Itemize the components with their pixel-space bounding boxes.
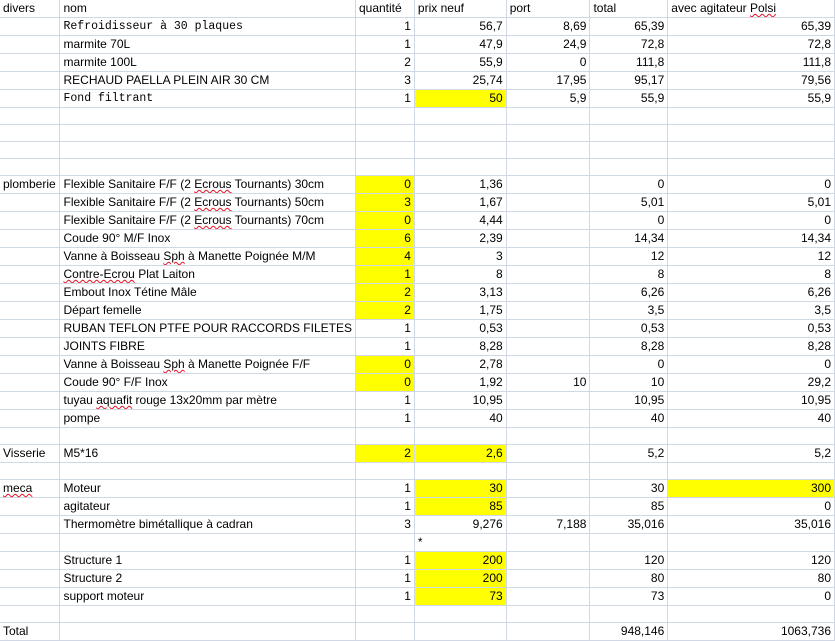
cell-name[interactable]: RUBAN TEFLON PTFE POUR RACCORDS FILETES (60, 320, 356, 338)
table-row (0, 248, 835, 266)
cell-name[interactable]: marmite 70L (60, 36, 356, 54)
cell-new-price[interactable]: 30 (414, 480, 506, 498)
header-cell-with-agitator[interactable]: avec agitateur Polsi (668, 0, 835, 18)
cell-total[interactable] (590, 534, 668, 552)
cell-shipping[interactable] (506, 266, 590, 284)
cell-with-agitator[interactable] (668, 125, 835, 142)
cell-total[interactable]: 95,17 (590, 72, 668, 90)
cell-new-price[interactable] (414, 125, 506, 142)
cell-quantity[interactable]: 3 (355, 194, 414, 212)
cell-category[interactable] (0, 428, 60, 445)
cell-total[interactable]: 8,28 (590, 338, 668, 356)
cell-total[interactable]: 80 (590, 570, 668, 588)
cell-name[interactable]: Flexible Sanitaire F/F (2 Ecrous Tournants) 30cm (60, 176, 356, 194)
cell-with-agitator[interactable]: 300 (668, 480, 835, 498)
spellcheck-underline: Contre-Ecrou (63, 267, 135, 281)
table-row (0, 266, 835, 284)
cell-with-agitator[interactable]: 80 (668, 570, 835, 588)
cell-with-agitator[interactable]: 0 (668, 588, 835, 606)
cell-quantity[interactable]: 1 (355, 588, 414, 606)
cell-total[interactable] (590, 428, 668, 445)
cell-category[interactable] (0, 18, 60, 36)
cell-total[interactable]: 0,53 (590, 320, 668, 338)
cell-name[interactable]: Vanne à Boisseau Sph à Manette Poignée F/F (60, 356, 356, 374)
cell-new-price[interactable]: 50 (414, 90, 506, 108)
cell-total[interactable]: 3,5 (590, 302, 668, 320)
cell-category[interactable] (0, 480, 60, 498)
cell-quantity[interactable]: 2 (355, 284, 414, 302)
cell-category[interactable] (0, 392, 60, 410)
cell-shipping[interactable]: 24,9 (506, 36, 590, 54)
cell-category[interactable] (0, 498, 60, 516)
empty-row (0, 428, 835, 445)
spellcheck-underline: Polsi (750, 1, 777, 15)
table-row (0, 588, 835, 606)
table-row (0, 18, 835, 36)
cell-category[interactable] (0, 606, 60, 623)
cell-category[interactable] (0, 142, 60, 159)
table-row (0, 534, 835, 552)
header-cell-name[interactable]: nom (60, 0, 356, 18)
cell-quantity[interactable]: 0 (355, 356, 414, 374)
cell-category[interactable] (0, 338, 60, 356)
cell-total[interactable]: 73 (590, 588, 668, 606)
cell-name[interactable]: Flexible Sanitaire F/F (2 Ecrous Tournants) 70cm (60, 212, 356, 230)
cell-shipping[interactable] (506, 125, 590, 142)
header-cell-shipping[interactable]: port (506, 0, 590, 18)
header-cell-new-price[interactable]: prix neuf (414, 0, 506, 18)
cell-category[interactable] (0, 108, 60, 125)
cell-with-agitator[interactable]: 79,56 (668, 72, 835, 90)
table-row (0, 516, 835, 534)
cell-category[interactable] (0, 266, 60, 284)
table-row (0, 320, 835, 338)
cell-new-price[interactable]: 55,9 (414, 54, 506, 72)
table-row (0, 194, 835, 212)
cell-with-agitator[interactable]: 3,5 (668, 302, 835, 320)
cell-new-price[interactable]: 47,9 (414, 36, 506, 54)
cell-shipping[interactable] (506, 552, 590, 570)
cell-with-agitator[interactable]: 0,53 (668, 320, 835, 338)
cell-shipping[interactable]: 10 (506, 374, 590, 392)
spellcheck-underline: Sph (163, 357, 185, 371)
cell-with-agitator[interactable]: 5,2 (668, 445, 835, 463)
cell-new-price[interactable]: 3 (414, 248, 506, 266)
cell-new-price[interactable]: 56,7 (414, 18, 506, 36)
cell-name[interactable]: Structure 1 (60, 552, 356, 570)
cell-shipping[interactable] (506, 356, 590, 374)
cell-new-price[interactable]: 0,53 (414, 320, 506, 338)
cell-name[interactable]: Fond filtrant (60, 90, 356, 108)
table-row (0, 356, 835, 374)
cell-new-price[interactable]: 1,92 (414, 374, 506, 392)
cell-category[interactable] (0, 36, 60, 54)
cell-category[interactable] (0, 72, 60, 90)
cell-name[interactable]: Vanne à Boisseau Sph à Manette Poignée M/M (60, 248, 356, 266)
cell-shipping[interactable] (506, 212, 590, 230)
cell-total[interactable]: 0 (590, 212, 668, 230)
cell-name[interactable] (60, 142, 356, 159)
cell-total[interactable]: 85 (590, 498, 668, 516)
table-row (0, 72, 835, 90)
cell-category[interactable] (0, 516, 60, 534)
cell-shipping[interactable] (506, 302, 590, 320)
cell-name[interactable]: JOINTS FIBRE (60, 338, 356, 356)
table-row (0, 570, 835, 588)
cell-name[interactable]: M5*16 (60, 445, 356, 463)
cell-category[interactable] (0, 248, 60, 266)
cell-total[interactable]: 10,95 (590, 392, 668, 410)
cell-total[interactable]: 948,146 (590, 623, 668, 641)
cell-total[interactable]: 10 (590, 374, 668, 392)
cell-total[interactable]: 0 (590, 176, 668, 194)
cell-category[interactable] (0, 159, 60, 176)
cell-quantity[interactable]: 2 (355, 445, 414, 463)
cell-shipping[interactable]: 5,9 (506, 90, 590, 108)
cell-name[interactable]: support moteur (60, 588, 356, 606)
cell-name[interactable]: Moteur (60, 480, 356, 498)
cell-name[interactable] (60, 108, 356, 125)
table-row (0, 552, 835, 570)
cell-quantity[interactable]: 1 (355, 90, 414, 108)
cell-shipping[interactable]: 8,69 (506, 18, 590, 36)
spellcheck-underline: Ecrous (194, 195, 232, 209)
table-row (0, 445, 835, 463)
cell-with-agitator[interactable]: 0 (668, 498, 835, 516)
cell-quantity[interactable]: 1 (355, 338, 414, 356)
cell-total[interactable] (590, 606, 668, 623)
cell-new-price[interactable]: 25,74 (414, 72, 506, 90)
cell-with-agitator[interactable] (668, 159, 835, 176)
cell-category[interactable]: Visserie (0, 445, 60, 463)
cell-quantity[interactable]: 2 (355, 54, 414, 72)
cell-name[interactable] (60, 159, 356, 176)
cell-new-price[interactable]: 2,78 (414, 356, 506, 374)
cell-with-agitator[interactable] (668, 463, 835, 480)
cell-total[interactable]: 65,39 (590, 18, 668, 36)
cell-name[interactable]: Refroidisseur à 30 plaques (60, 18, 356, 36)
cell-name[interactable]: RECHAUD PAELLA PLEIN AIR 30 CM (60, 72, 356, 90)
header-cell-quantity[interactable]: quantité (355, 0, 414, 18)
cell-quantity[interactable]: 0 (355, 374, 414, 392)
cell-quantity[interactable]: 1 (355, 18, 414, 36)
cell-quantity[interactable] (355, 463, 414, 480)
cell-category[interactable] (0, 463, 60, 480)
cell-quantity[interactable] (355, 142, 414, 159)
cell-quantity[interactable]: 1 (355, 570, 414, 588)
cell-new-price[interactable] (414, 142, 506, 159)
cell-shipping[interactable] (506, 392, 590, 410)
cell-total[interactable] (590, 108, 668, 125)
cell-category[interactable] (0, 356, 60, 374)
cell-category[interactable] (0, 194, 60, 212)
cell-name[interactable]: marmite 100L (60, 54, 356, 72)
cell-new-price[interactable]: 2,39 (414, 230, 506, 248)
cell-with-agitator[interactable]: 55,9 (668, 90, 835, 108)
cell-new-price[interactable]: 1,75 (414, 302, 506, 320)
cell-quantity[interactable] (355, 159, 414, 176)
cell-new-price[interactable]: 10,95 (414, 392, 506, 410)
cell-shipping[interactable] (506, 570, 590, 588)
cell-quantity[interactable]: 0 (355, 212, 414, 230)
cell-name[interactable]: Coude 90° M/F Inox (60, 230, 356, 248)
cell-new-price[interactable]: 8,28 (414, 338, 506, 356)
cell-category[interactable]: Total (0, 623, 60, 641)
header-cell-category[interactable]: divers (0, 0, 60, 18)
table-row (0, 230, 835, 248)
cell-category[interactable] (0, 302, 60, 320)
spellcheck-underline: Sph (163, 249, 185, 263)
cell-total[interactable] (590, 125, 668, 142)
cell-name[interactable] (60, 125, 356, 142)
cell-with-agitator[interactable]: 72,8 (668, 36, 835, 54)
cell-quantity[interactable]: 0 (355, 176, 414, 194)
cell-shipping[interactable] (506, 230, 590, 248)
table-row (0, 90, 835, 108)
cell-new-price[interactable] (414, 108, 506, 125)
cell-shipping[interactable] (506, 606, 590, 623)
cell-quantity[interactable]: 2 (355, 302, 414, 320)
cell-new-price[interactable]: 85 (414, 498, 506, 516)
cell-with-agitator[interactable]: 29,2 (668, 374, 835, 392)
cell-with-agitator[interactable]: 35,016 (668, 516, 835, 534)
empty-row (0, 606, 835, 623)
cell-total[interactable]: 12 (590, 248, 668, 266)
cell-new-price[interactable] (414, 159, 506, 176)
cell-new-price[interactable]: 200 (414, 552, 506, 570)
cell-quantity[interactable]: 1 (355, 36, 414, 54)
cell-quantity[interactable]: 6 (355, 230, 414, 248)
table-row (0, 54, 835, 72)
cell-shipping[interactable] (506, 428, 590, 445)
cell-category[interactable] (0, 212, 60, 230)
cell-name[interactable]: Thermomètre bimétallique à cadran (60, 516, 356, 534)
empty-row (0, 463, 835, 480)
cell-shipping[interactable] (506, 176, 590, 194)
cell-shipping[interactable] (506, 480, 590, 498)
cell-category[interactable]: plomberie (0, 176, 60, 194)
table-row (0, 498, 835, 516)
cell-quantity[interactable]: 4 (355, 248, 414, 266)
cell-category[interactable] (0, 410, 60, 428)
cell-new-price[interactable]: 40 (414, 410, 506, 428)
spellcheck-underline: Ecrous (194, 177, 232, 191)
cell-name[interactable]: Contre-Ecrou Plat Laiton (60, 266, 356, 284)
cell-new-price[interactable]: 1,36 (414, 176, 506, 194)
table-row (0, 36, 835, 54)
empty-row (0, 159, 835, 176)
cell-total[interactable]: 5,2 (590, 445, 668, 463)
cell-new-price[interactable]: 2,6 (414, 445, 506, 463)
cell-quantity[interactable]: 3 (355, 516, 414, 534)
cell-shipping[interactable] (506, 498, 590, 516)
cell-name[interactable]: tuyau aquafit rouge 13x20mm par mètre (60, 392, 356, 410)
cell-new-price[interactable]: 200 (414, 570, 506, 588)
table-row (0, 176, 835, 194)
cell-shipping[interactable] (506, 159, 590, 176)
cell-new-price[interactable]: 3,13 (414, 284, 506, 302)
cell-quantity[interactable]: 1 (355, 320, 414, 338)
cell-shipping[interactable] (506, 445, 590, 463)
cell-shipping[interactable]: 0 (506, 54, 590, 72)
cell-total[interactable]: 72,8 (590, 36, 668, 54)
cell-quantity[interactable]: 1 (355, 498, 414, 516)
table-row (0, 302, 835, 320)
cell-shipping[interactable] (506, 320, 590, 338)
cell-shipping[interactable] (506, 248, 590, 266)
cell-name[interactable]: Départ femelle (60, 302, 356, 320)
cell-name[interactable]: agitateur (60, 498, 356, 516)
cell-category[interactable] (0, 54, 60, 72)
cell-shipping[interactable] (506, 463, 590, 480)
cell-new-price[interactable] (414, 606, 506, 623)
empty-row (0, 142, 835, 159)
cell-name[interactable]: Flexible Sanitaire F/F (2 Ecrous Tournants) 50cm (60, 194, 356, 212)
cell-name[interactable]: Structure 2 (60, 570, 356, 588)
table-row (0, 284, 835, 302)
cell-with-agitator[interactable]: 5,01 (668, 194, 835, 212)
cell-total[interactable]: 30 (590, 480, 668, 498)
cell-with-agitator[interactable] (668, 108, 835, 125)
cell-name[interactable]: Coude 90° F/F Inox (60, 374, 356, 392)
cell-shipping[interactable] (506, 194, 590, 212)
cell-category[interactable] (0, 534, 60, 552)
cell-total[interactable]: 40 (590, 410, 668, 428)
cell-name[interactable]: Embout Inox Tétine Mâle (60, 284, 356, 302)
cell-shipping[interactable] (506, 108, 590, 125)
cell-total[interactable]: 8 (590, 266, 668, 284)
cell-with-agitator[interactable]: 120 (668, 552, 835, 570)
cell-total[interactable]: 6,26 (590, 284, 668, 302)
cell-name[interactable] (60, 428, 356, 445)
cell-name[interactable] (60, 606, 356, 623)
cell-shipping[interactable]: 7,188 (506, 516, 590, 534)
cell-with-agitator[interactable] (668, 428, 835, 445)
cell-with-agitator[interactable]: 40 (668, 410, 835, 428)
cell-total[interactable]: 14,34 (590, 230, 668, 248)
cell-with-agitator[interactable]: 111,8 (668, 54, 835, 72)
cell-with-agitator[interactable]: 0 (668, 176, 835, 194)
cell-new-price[interactable]: 8 (414, 266, 506, 284)
cell-category[interactable] (0, 125, 60, 142)
header-row (0, 0, 835, 18)
cell-total[interactable]: 120 (590, 552, 668, 570)
cell-shipping[interactable] (506, 410, 590, 428)
cell-name[interactable]: pompe (60, 410, 356, 428)
cell-total[interactable] (590, 463, 668, 480)
cell-with-agitator[interactable]: 6,26 (668, 284, 835, 302)
table-row (0, 410, 835, 428)
cell-quantity[interactable]: 1 (355, 552, 414, 570)
cell-category[interactable] (0, 552, 60, 570)
cell-shipping[interactable] (506, 338, 590, 356)
cell-total[interactable]: 35,016 (590, 516, 668, 534)
cell-quantity[interactable]: 1 (355, 266, 414, 284)
cell-category[interactable] (0, 230, 60, 248)
cell-with-agitator[interactable]: 10,95 (668, 392, 835, 410)
cell-category[interactable] (0, 588, 60, 606)
cell-with-agitator[interactable]: 12 (668, 248, 835, 266)
table-row (0, 338, 835, 356)
cell-total[interactable]: 111,8 (590, 54, 668, 72)
cell-new-price[interactable]: 9,276 (414, 516, 506, 534)
cell-with-agitator[interactable] (668, 606, 835, 623)
cell-quantity[interactable] (355, 534, 414, 552)
cell-category[interactable] (0, 570, 60, 588)
cell-shipping[interactable] (506, 142, 590, 159)
cell-quantity[interactable] (355, 108, 414, 125)
cell-quantity[interactable] (355, 606, 414, 623)
cell-new-price[interactable]: 73 (414, 588, 506, 606)
cell-category[interactable] (0, 284, 60, 302)
cell-shipping[interactable] (506, 588, 590, 606)
cell-total[interactable]: 0 (590, 356, 668, 374)
cell-shipping[interactable] (506, 534, 590, 552)
cell-name[interactable] (60, 534, 356, 552)
cell-name[interactable] (60, 463, 356, 480)
cell-category[interactable] (0, 320, 60, 338)
cell-new-price[interactable]: * (414, 534, 506, 552)
cell-quantity[interactable]: 1 (355, 392, 414, 410)
cell-new-price[interactable] (414, 463, 506, 480)
cell-quantity[interactable]: 1 (355, 480, 414, 498)
cell-total[interactable] (590, 142, 668, 159)
cell-with-agitator[interactable]: 0 (668, 212, 835, 230)
table-row (0, 480, 835, 498)
cell-total[interactable]: 5,01 (590, 194, 668, 212)
cell-quantity[interactable] (355, 125, 414, 142)
cell-with-agitator[interactable]: 1063,736 (668, 623, 835, 641)
cell-category[interactable] (0, 374, 60, 392)
cell-with-agitator[interactable]: 8,28 (668, 338, 835, 356)
cell-shipping[interactable]: 17,95 (506, 72, 590, 90)
cell-with-agitator[interactable] (668, 534, 835, 552)
spellcheck-underline: meca (3, 481, 33, 495)
cell-quantity[interactable] (355, 428, 414, 445)
table-row (0, 392, 835, 410)
cell-quantity[interactable]: 1 (355, 410, 414, 428)
table-row (0, 374, 835, 392)
spellcheck-underline: Ecrous (194, 213, 232, 227)
cell-with-agitator[interactable]: 8 (668, 266, 835, 284)
spellcheck-underline: aquafit (96, 393, 133, 407)
cell-with-agitator[interactable] (668, 142, 835, 159)
cell-quantity[interactable]: 3 (355, 72, 414, 90)
cell-with-agitator[interactable]: 0 (668, 356, 835, 374)
cell-with-agitator[interactable]: 14,34 (668, 230, 835, 248)
cell-total[interactable] (590, 159, 668, 176)
cell-new-price[interactable] (414, 428, 506, 445)
cell-shipping[interactable] (506, 284, 590, 302)
cell-category[interactable] (0, 90, 60, 108)
cell-total[interactable]: 55,9 (590, 90, 668, 108)
header-cell-total[interactable]: total (590, 0, 668, 18)
cell-new-price[interactable]: 4,44 (414, 212, 506, 230)
empty-row (0, 108, 835, 125)
cell-with-agitator[interactable]: 65,39 (668, 18, 835, 36)
cell-new-price[interactable]: 1,67 (414, 194, 506, 212)
empty-row (0, 125, 835, 142)
table-row (0, 212, 835, 230)
